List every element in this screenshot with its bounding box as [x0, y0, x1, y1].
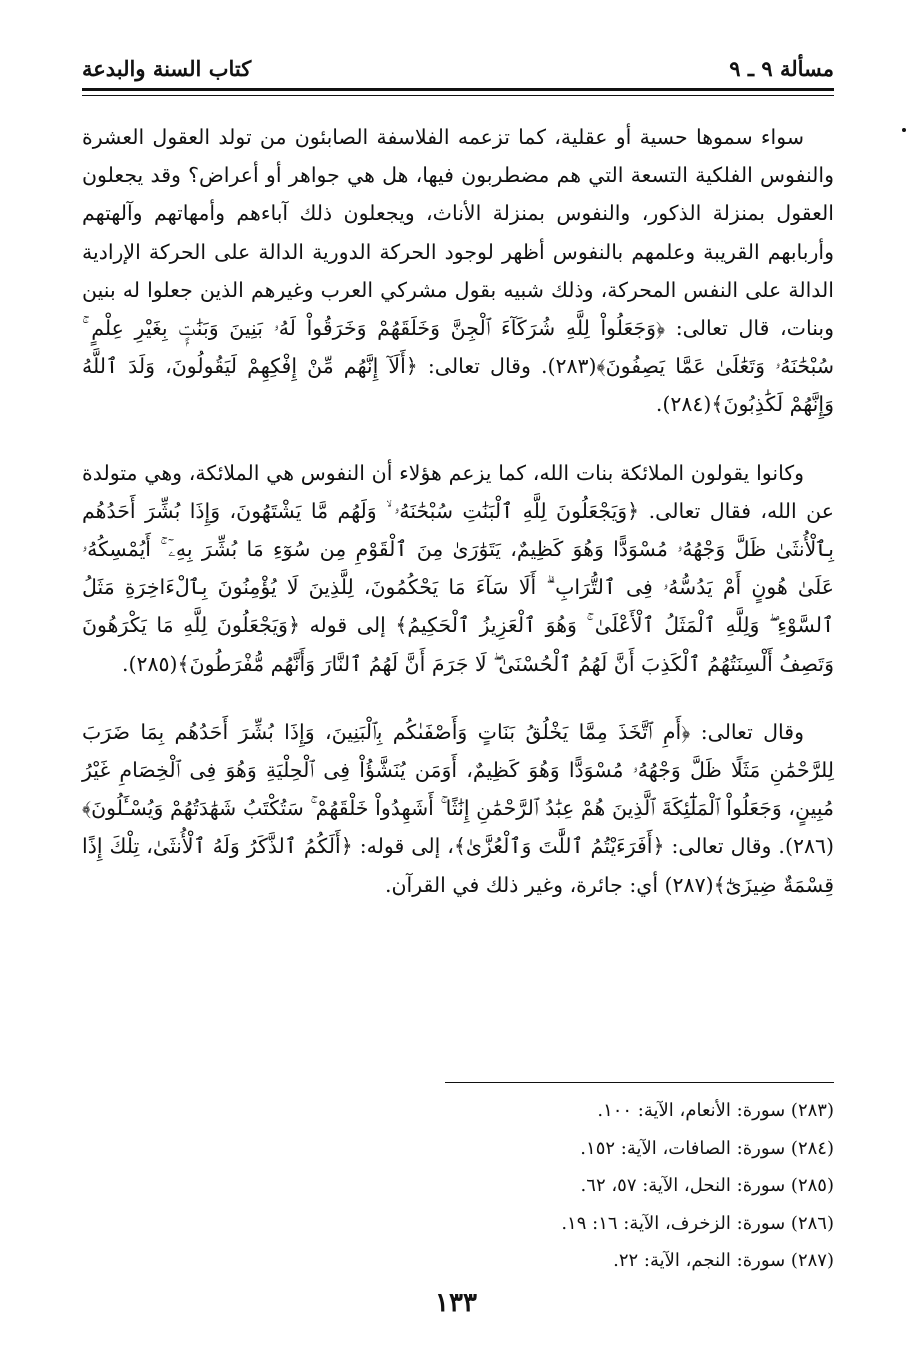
footnotes — [82, 1092, 834, 1280]
footnote-separator — [445, 1082, 834, 1083]
footnote-284: (٢٨٤) سورة: الصافات، الآية: ١٥٢. — [580, 1137, 834, 1159]
paragraph-1: سواء سموها حسية أو عقلية، كما تزعمه الفلاسفة الصابئون من تولد العقول العشرة والنفوس الفلكية التسعة التي هم مضطربون فيها، هل هي جواهر أو أعراض؟ وقد يجعلون العقول بمنزلة الذكور، والنفوس بمنزلة الأناث، ويجعلون ذلك آباءهم وأمهاتهم وآلهتهم وأربابهم القريبة وعلمهم بالنفوس أظهر لوجود الحركة الدورية الدالة على الحركة الإرادية الدالة على النفس المحركة، وذلك شبيه بقول مشركي العرب وغيرهم الذين جعلوا له بنين وبنات، قال تعالى: ﴿وَجَعَلُواْ لِلَّهِ شُرَكَآءَ ٱلْجِنَّ وَخَلَقَهُمْ وَخَرَقُواْ لَهُۥ بَنِينَ وَبَنَٰتٍۭ بِغَيْرِ عِلْمٍ ۚ سُبْحَٰنَهُۥ وَتَعَٰلَىٰ عَمَّا يَصِفُونَ﴾(٢٨٣). وقال تعالى: ﴿أَلَآ إِنَّهُم مِّنْ إِفْكِهِمْ لَيَقُولُونَ، وَلَدَ ٱللَّهُ وَإِنَّهُمْ لَكَٰذِبُونَ﴾(٢٨٤). — [82, 125, 834, 417]
header-rule-thick — [82, 88, 834, 91]
page-number: ١٣٣ — [435, 1288, 477, 1318]
section-label: مسألة ٩ ـ ٩ — [729, 56, 834, 81]
header-rule-thin — [82, 95, 834, 96]
footnote-283: (٢٨٣) سورة: الأنعام، الآية: ١٠٠. — [597, 1100, 834, 1121]
main-text — [82, 118, 834, 904]
footnote-286: (٢٨٦) سورة: الزخرف، الآية: ١٦: ١٩. — [561, 1212, 834, 1234]
book-title: كتاب السنة والبدعة — [82, 56, 252, 81]
footnote-287: (٢٨٧) سورة: النجم، الآية: ٢٢. — [613, 1250, 834, 1271]
running-header — [82, 52, 834, 88]
paragraph-2: وكانوا يقولون الملائكة بنات الله، كما يزعم هؤلاء أن النفوس هي الملائكة، وهي متولدة عن الله، فقال تعالى. ﴿وَيَجْعَلُونَ لِلَّهِ ٱلْبَنَٰتِ سُبْحَٰنَهُۥ ۙ وَلَهُم مَّا يَشْتَهُونَ، وَإِذَا بُشِّرَ أَحَدُهُم بِٱلْأُنثَىٰ ظَلَّ وَجْهُهُۥ مُسْوَدًّا وَهُوَ كَظِيمٌ، يَتَوَٰرَىٰ مِنَ ٱلْقَوْمِ مِن سُوٓءِ مَا بُشِّرَ بِهِۦٓ ۚ أَيُمْسِكُهُۥ عَلَىٰ هُونٍ أَمْ يَدُسُّهُۥ فِى ٱلتُّرَابِ ۗ أَلَا سَآءَ مَا يَحْكُمُونَ، لِلَّذِينَ لَا يُؤْمِنُونَ بِٱلْءَاخِرَةِ مَثَلُ ٱلسَّوْءِ ۖ وَلِلَّهِ ٱلْمَثَلُ ٱلْأَعْلَىٰ ۚ وَهُوَ ٱلْعَزِيزُ ٱلْحَكِيمُ﴾ إلى قوله ﴿وَيَجْعَلُونَ لِلَّهِ مَا يَكْرَهُونَ وَتَصِفُ أَلْسِنَتُهُمُ ٱلْكَذِبَ أَنَّ لَهُمُ ٱلْحُسْنَىٰ ۖ لَا جَرَمَ أَنَّ لَهُمُ ٱلنَّارَ وَأَنَّهُم مُّفْرَطُونَ﴾(٢٨٥). — [82, 460, 834, 676]
footnote-285: (٢٨٥) سورة: النحل، الآية: ٥٧، ٦٢. — [580, 1175, 834, 1196]
paragraph-3: وقال تعالى: ﴿أَمِ ٱتَّخَذَ مِمَّا يَخْلُقُ بَنَاتٍ وَأَصْفَىٰكُم بِٱلْبَنِينَ، وَإِذَا بُشِّرَ أَحَدُهُم بِمَا ضَرَبَ لِلرَّحْمَٰنِ مَثَلًا ظَلَّ وَجْهُهُۥ مُسْوَدًّا وَهُوَ كَظِيمٌ، أَوَمَن يُنَشَّؤُاْ فِى ٱلْحِلْيَةِ وَهُوَ فِى ٱلْخِصَامِ غَيْرُ مُبِينٍ، وَجَعَلُواْ ٱلْمَلَٰٓئِكَةَ ٱلَّذِينَ هُمْ عِبَٰدُ ٱلرَّحْمَٰنِ إِنَٰثًا ۚ أَشَهِدُواْ خَلْقَهُمْ ۚ سَتُكْتَبُ شَهَٰدَتُهُمْ وَيُسْـَٔلُونَ﴾(٢٨٦). وقال تعالى: ﴿أَفَرَءَيْتُمُ ٱللَّٰتَ وَٱلْعُزَّىٰ﴾، إلى قوله: ﴿أَلَكُمُ ٱلذَّكَرُ وَلَهُ ٱلْأُنثَىٰ، تِلْكَ إِذًا قِسْمَةٌ ضِيزَىٰٓ﴾(٢٨٧) أي: جائرة، وغير ذلك في القرآن. — [82, 719, 834, 897]
margin-mark — [902, 128, 906, 132]
